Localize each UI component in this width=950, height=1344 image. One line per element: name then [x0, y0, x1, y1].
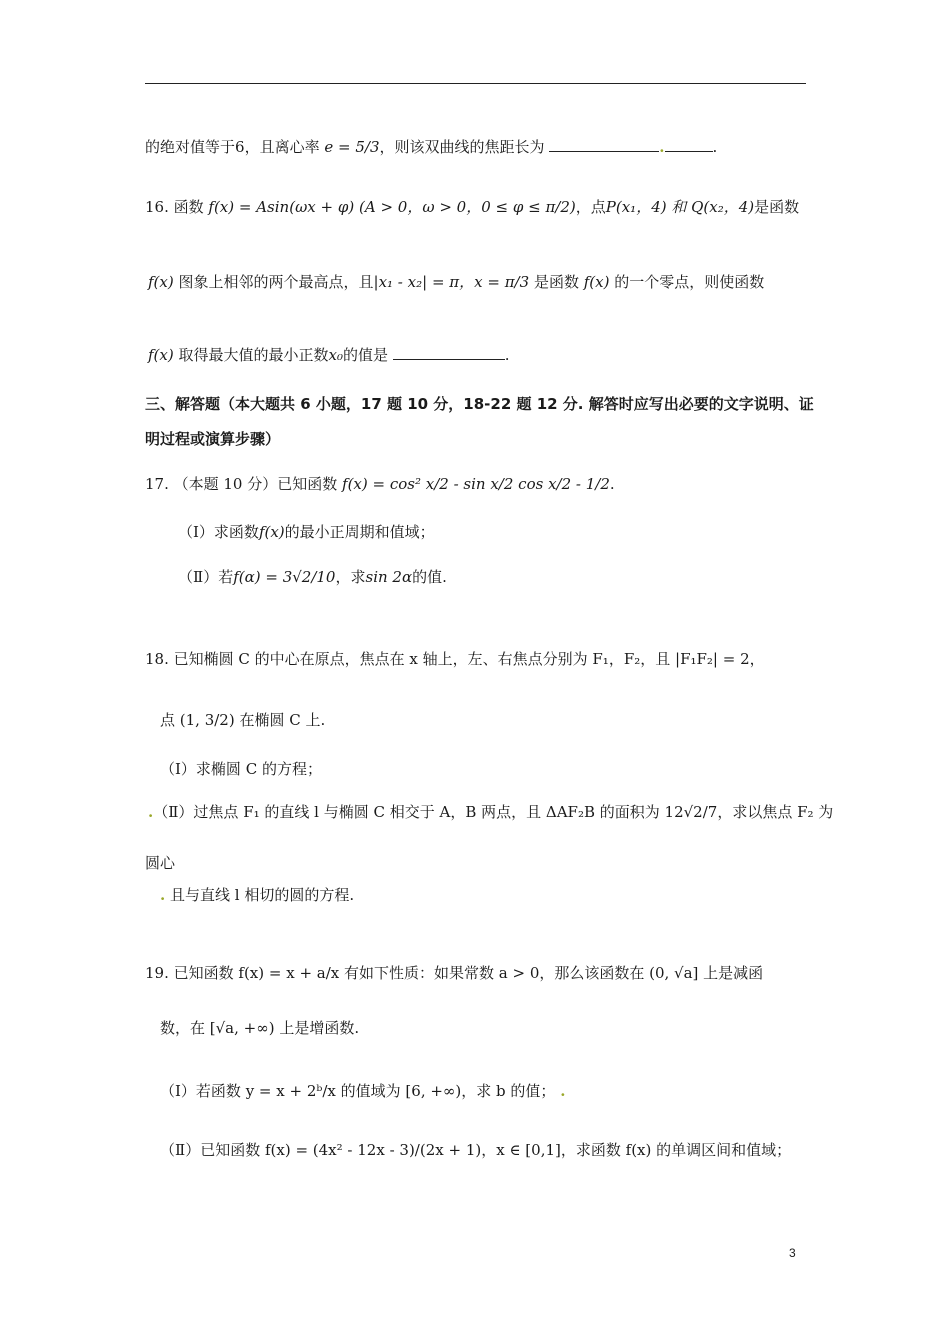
q17-text: 17. （本题 10 分）已知函数	[145, 475, 338, 493]
q16-line-2	[148, 275, 764, 290]
q18-part-1	[160, 762, 322, 777]
q16-f: f(x)	[148, 273, 174, 291]
q17-formula: f(α) = 3√2/10	[233, 568, 336, 586]
small-dot-icon: .	[148, 803, 154, 821]
q19-line-1	[145, 966, 763, 981]
small-dot-icon: .	[659, 138, 665, 156]
q17-text: （Ⅰ）求函数	[178, 523, 259, 541]
small-dot-icon: .	[160, 886, 166, 904]
q16-formula: f(x) = Asin(ωx + φ) (A > 0，ω > 0，0 ≤ φ ≤ π/2)	[208, 198, 576, 216]
q18-line-1	[145, 652, 765, 667]
q18-part-2-cont2	[160, 888, 354, 903]
q17-text: ，求	[335, 568, 366, 586]
q15-end: .	[712, 138, 718, 156]
q17-sin: sin 2α	[365, 568, 413, 586]
q15-text: ，且离心率	[244, 138, 320, 156]
q16-f: f(x)	[148, 346, 174, 364]
q16-line-3	[148, 348, 510, 363]
q18-text: （Ⅱ）过焦点 F₁ 的直线 l 与椭圆 C 相交于 A，B 两点，且 ΔAF₂B 的面积为 12√2/7，求以焦点 F₂ 为	[153, 803, 834, 821]
q17-intro	[145, 477, 615, 492]
q16-text: 图象上相邻的两个最高点，且	[178, 273, 374, 291]
q18-text: 点 (1, 3/2) 在椭圆 C 上.	[160, 711, 326, 729]
q15-formula: e = 5/3	[324, 138, 380, 156]
answer-blank	[549, 150, 659, 152]
small-dot-icon: .	[560, 1082, 566, 1100]
q16-text: 的值是	[343, 346, 389, 364]
q16-line-1	[145, 200, 799, 215]
q16-text: 是函数	[533, 273, 579, 291]
section-heading-line2: 明过程或演算步骤）	[145, 430, 281, 448]
q16-text: 取得最大值的最小正数	[178, 346, 329, 364]
q18-text: 圆心	[145, 854, 176, 872]
answer-blank	[393, 358, 505, 360]
q18-part-2-cont	[145, 856, 175, 871]
q16-text: 是函数	[754, 198, 800, 216]
q18-text: 且与直线 l 相切的圆的方程.	[170, 886, 355, 904]
q18-part-2	[148, 805, 833, 820]
q15-text: 的绝对值等于	[145, 138, 236, 156]
q17-text: 的最小正周期和值域；	[284, 523, 435, 541]
q15-six: 6	[235, 138, 245, 156]
answer-blank	[665, 150, 713, 152]
q19-text: （Ⅱ）已知函数 f(x) = (4x² - 12x - 3)/(2x + 1)，x ∈ [0,1]，求函数 f(x) 的单调区间和值域；	[160, 1141, 792, 1159]
q17-part-2	[178, 570, 447, 585]
q16-f: f(x)	[583, 273, 610, 291]
header-rule	[145, 83, 806, 84]
q17-formula: f(x) = cos² x/2 - sin x/2 cos x/2 - 1/2	[342, 475, 610, 493]
q16-formula: |x₁ - x₂| = π，x = π/3	[373, 273, 530, 291]
q16-x0: x₀	[328, 346, 343, 364]
q16-points: P(x₁，4) 和 Q(x₂，4)	[605, 198, 755, 216]
q16-text: 的一个零点，则使函数	[614, 273, 765, 291]
q18-line-2	[160, 713, 325, 728]
q17-text: （Ⅱ）若	[178, 568, 234, 586]
section-heading-line1: 三、解答题（本大题共 6 小题，17 题 10 分，18-22 题 12 分. 解答时应写出必要的文字说明、证	[145, 395, 814, 413]
q18-text: 18. 已知椭圆 C 的中心在原点，焦点在 x 轴上，左、右焦点分别为 F₁，F₂，且 |F₁F₂| = 2，	[145, 650, 765, 668]
q15-tail-line	[145, 140, 717, 155]
q19-part-1	[160, 1084, 565, 1099]
q15-text: ，则该双曲线的焦距长为	[379, 138, 545, 156]
q16-text: 16. 函数	[145, 198, 204, 216]
q19-text: 19. 已知函数 f(x) = x + a/x 有如下性质：如果常数 a > 0，那么该函数在 (0, √a] 上是减函	[145, 964, 764, 982]
q19-line-2	[160, 1021, 359, 1036]
q17-f: f(x)	[258, 523, 285, 541]
section-heading-cont	[145, 432, 280, 447]
q16-text: ，点	[575, 198, 606, 216]
q17-text: 的值.	[412, 568, 447, 586]
q19-part-2	[160, 1143, 791, 1158]
q17-part-1	[178, 525, 435, 540]
q19-text: （Ⅰ）若函数 y = x + 2ᵇ/x 的值域为 [6, +∞)，求 b 的值；	[160, 1082, 556, 1100]
q17-end: .	[609, 475, 615, 493]
q18-text: （Ⅰ）求椭圆 C 的方程；	[160, 760, 322, 778]
q16-end: .	[504, 346, 510, 364]
page-number: 3	[789, 1246, 796, 1260]
section-heading	[145, 397, 814, 412]
q19-text: 数，在 [√a, +∞) 上是增函数.	[160, 1019, 360, 1037]
